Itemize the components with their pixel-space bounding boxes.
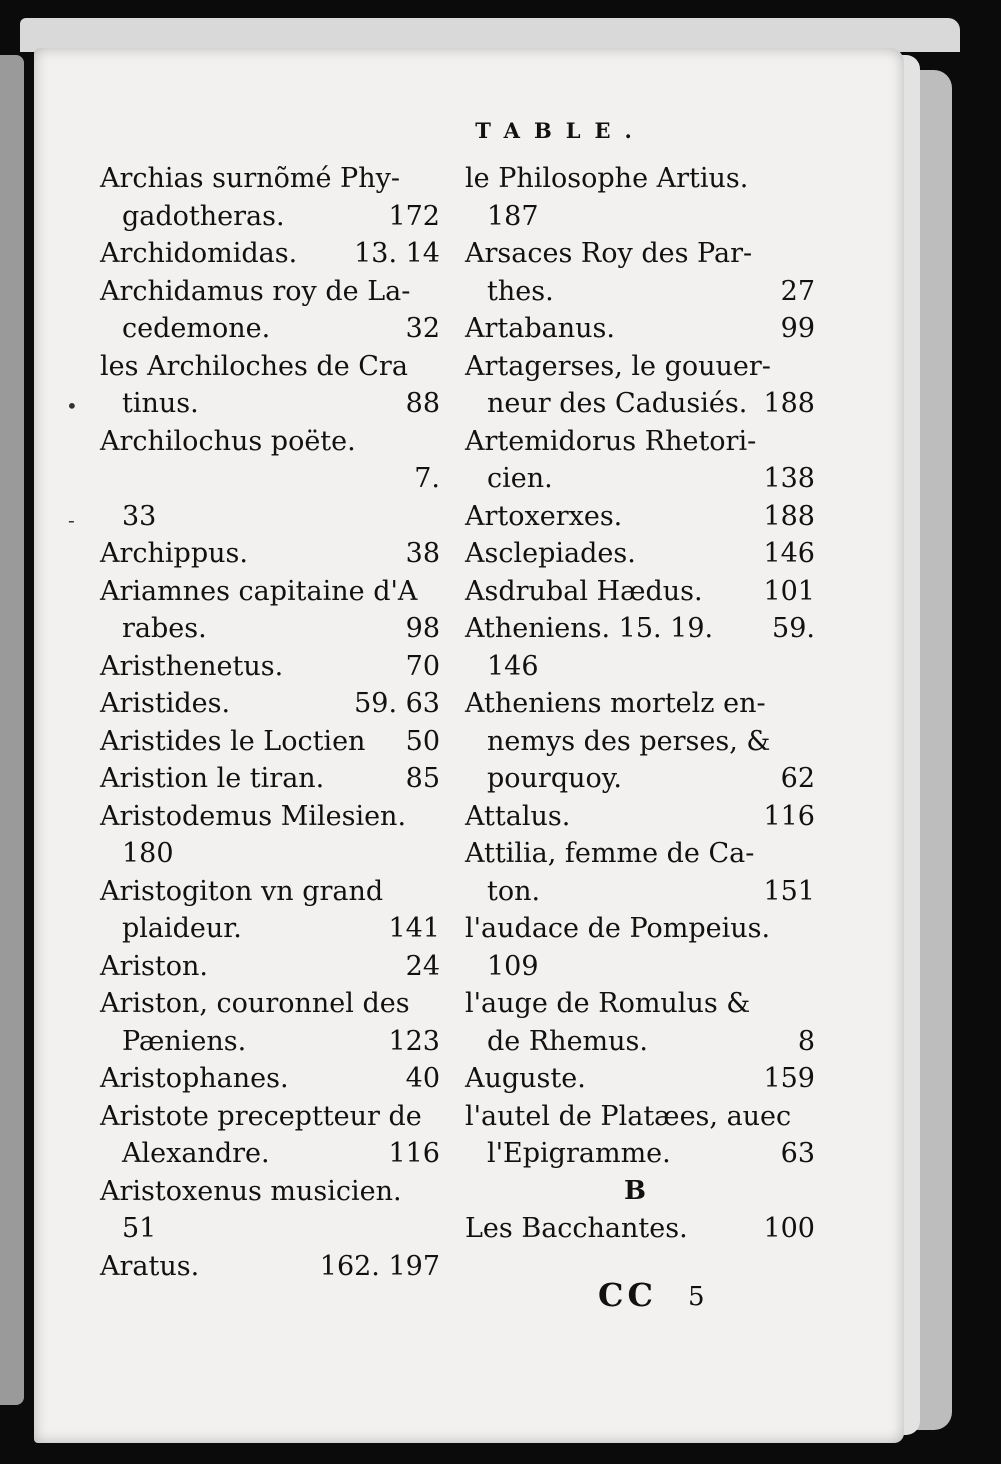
index-entry-text: Atheniens. 15. 19. [465, 613, 714, 644]
index-page-ref: 116 [763, 800, 815, 832]
index-entry [465, 910, 815, 985]
index-entry [100, 723, 440, 761]
index-page-ref: 98 [405, 613, 440, 644]
index-entry [100, 948, 440, 986]
index-entry [465, 685, 815, 798]
facing-page-edge [0, 55, 24, 1405]
page-header: TABLE. [475, 118, 646, 143]
book-top-edge [20, 18, 960, 52]
index-entry-text: Archidamus roy de La- [100, 275, 411, 307]
signature-number: 5 [688, 1282, 705, 1312]
index-page-ref: 162. 197 [319, 1250, 440, 1282]
index-entry [100, 423, 440, 536]
index-entry [100, 760, 440, 798]
index-entry [465, 985, 815, 1060]
index-page-ref: 70 [405, 650, 440, 682]
index-entry [100, 535, 440, 573]
index-entry-text: Aristides le Loctien [100, 725, 366, 757]
index-page-ref: 40 [405, 1063, 440, 1094]
index-entry-text: l'audace de Pompeius. [465, 913, 771, 944]
index-page-ref-continued: 146 [487, 650, 539, 682]
index-entry-text: Artemidorus Rhetori- [465, 425, 757, 457]
index-column-right [465, 160, 815, 1248]
index-page-ref: 8 [797, 1025, 815, 1057]
index-entry-text: nemys des perses, & [487, 725, 771, 757]
index-entry [100, 235, 440, 273]
index-page-ref: 27 [780, 275, 815, 307]
index-page-ref: 116 [388, 1138, 440, 1169]
index-page-ref: 146 [763, 538, 815, 569]
index-entry-text: gadotheras. [122, 200, 285, 232]
index-entry-text: Archilochus poëte. [100, 425, 356, 457]
index-entry-text: Aristophanes. [100, 1063, 289, 1094]
index-entry-text: thes. [487, 275, 554, 307]
index-entry-text: Artoxerxes. [465, 500, 623, 532]
index-entry-text: l'auge de Romulus & [465, 988, 751, 1019]
index-entry-text: ton. [487, 875, 541, 907]
index-page-ref: 138 [763, 463, 815, 494]
index-entry-text: Aristogiton vn grand [100, 875, 384, 907]
index-entry [465, 835, 815, 910]
index-entry [465, 610, 815, 685]
index-entry-text: Aristodemus Milesien. [100, 800, 407, 832]
index-entry-text: Atheniens mortelz en- [465, 688, 766, 719]
index-entry-text: les Archiloches de Cra [100, 350, 408, 382]
index-entry [100, 273, 440, 348]
index-entry-text: Alexandre. [122, 1138, 270, 1169]
index-page-ref: 188 [763, 388, 815, 419]
index-entry-text: pourquoy. [487, 763, 623, 794]
index-entry [100, 1098, 440, 1173]
index-page-ref: 32 [405, 313, 440, 344]
index-page-ref: 100 [763, 1213, 815, 1244]
index-entry-text: Artabanus. [465, 313, 615, 344]
index-page-ref: 151 [763, 875, 815, 907]
index-entry-text: Artagerses, le gouuer- [465, 350, 771, 382]
index-page-ref: 50 [405, 725, 440, 757]
index-entry [465, 1098, 815, 1173]
index-entry [100, 1060, 440, 1098]
index-entry [465, 498, 815, 536]
index-page-ref-continued: 187 [487, 200, 539, 232]
index-entry-text: Aratus. [100, 1250, 200, 1282]
index-entry-text: cien. [487, 463, 553, 494]
index-page-ref: 99 [780, 313, 815, 344]
index-page-ref: 7. [414, 463, 440, 494]
index-entry [465, 798, 815, 836]
index-entry-text: Archidomidas. [100, 238, 298, 269]
index-entry-text: Ariston. [100, 950, 208, 982]
margin-dot: • [66, 394, 78, 418]
index-entry-text: rabes. [122, 613, 207, 644]
index-entry [100, 348, 440, 423]
index-entry [100, 798, 440, 873]
index-entry [100, 985, 440, 1060]
index-entry-text: Aristides. [100, 688, 231, 719]
index-entry [100, 160, 440, 235]
index-entry-text: cedemone. [122, 313, 271, 344]
index-entry [465, 348, 815, 423]
index-entry-text: Attilia, femme de Ca- [465, 838, 755, 869]
index-entry [465, 235, 815, 310]
index-page-ref: 85 [405, 763, 440, 794]
index-page-ref: 24 [405, 950, 440, 982]
index-entry [465, 160, 815, 235]
index-entry-text: le Philosophe Artius. [465, 163, 749, 194]
index-entry-text: Arsaces Roy des Par- [465, 238, 753, 269]
index-page-ref: 101 [763, 575, 815, 607]
index-page-ref: 188 [763, 500, 815, 532]
index-entry-text: Asdrubal Hædus. [465, 575, 703, 607]
index-page-ref-continued: 51 [122, 1213, 157, 1244]
index-entry [465, 573, 815, 611]
index-entry-text: Asclepiades. [465, 538, 636, 569]
index-entry-text: neur des Cadusiés. [487, 388, 748, 419]
index-entry [465, 310, 815, 348]
index-entry-text: plaideur. [122, 913, 242, 944]
index-entry-text: Aristoxenus musicien. [100, 1175, 402, 1207]
index-page-ref: 59. 63 [354, 688, 440, 719]
index-page-ref: 38 [405, 538, 440, 569]
index-entry-text: Aristion le tiran. [100, 763, 325, 794]
index-page-ref: 159 [763, 1063, 815, 1094]
index-entry [100, 1173, 440, 1248]
index-entry [100, 873, 440, 948]
index-page-ref: 172 [388, 200, 440, 232]
index-entry-text: Archippus. [100, 538, 248, 569]
index-entry-text: l'autel de Platæes, auec [465, 1100, 792, 1132]
index-column-left [100, 160, 440, 1285]
index-entry-text: Aristhenetus. [100, 650, 284, 682]
index-entry-text: tinus. [122, 388, 199, 419]
index-page-ref: 59. [772, 613, 815, 644]
index-page-ref: 123 [388, 1025, 440, 1057]
index-entry-text: Ariamnes capitaine d'A [100, 575, 418, 607]
index-entry [100, 648, 440, 686]
index-page-ref: 62 [780, 763, 815, 794]
index-page-ref: 141 [388, 913, 440, 944]
index-page-ref: 88 [405, 388, 440, 419]
index-page-ref: 63 [780, 1138, 815, 1169]
index-entry [465, 423, 815, 498]
index-entry [465, 1060, 815, 1098]
index-entry [465, 1210, 815, 1248]
index-entry-text: Pæniens. [122, 1025, 247, 1057]
index-entry [100, 1248, 440, 1286]
margin-dash: - [68, 508, 75, 532]
index-entry-text: l'Epigramme. [487, 1138, 671, 1169]
index-page-ref: 13. 14 [354, 238, 440, 269]
index-page-ref-continued: 180 [122, 838, 174, 869]
index-entry [100, 573, 440, 648]
index-entry-text: Ariston, couronnel des [100, 988, 410, 1019]
signature-mark: CC [598, 1276, 657, 1314]
index-section-letter: B [624, 1175, 646, 1206]
index-entry-text: de Rhemus. [487, 1025, 648, 1057]
index-entry-text: Les Bacchantes. [465, 1213, 688, 1244]
index-entry-text: Auguste. [465, 1063, 586, 1094]
index-page-ref-continued: 109 [487, 950, 539, 982]
index-entry-text: Aristote preceptteur de [100, 1100, 422, 1132]
index-page-ref-continued: 33 [122, 500, 157, 532]
index-entry-text: Archias surnõmé Phy- [100, 163, 400, 194]
index-entry-text: Attalus. [465, 800, 571, 832]
index-entry [100, 685, 440, 723]
index-entry [465, 535, 815, 573]
